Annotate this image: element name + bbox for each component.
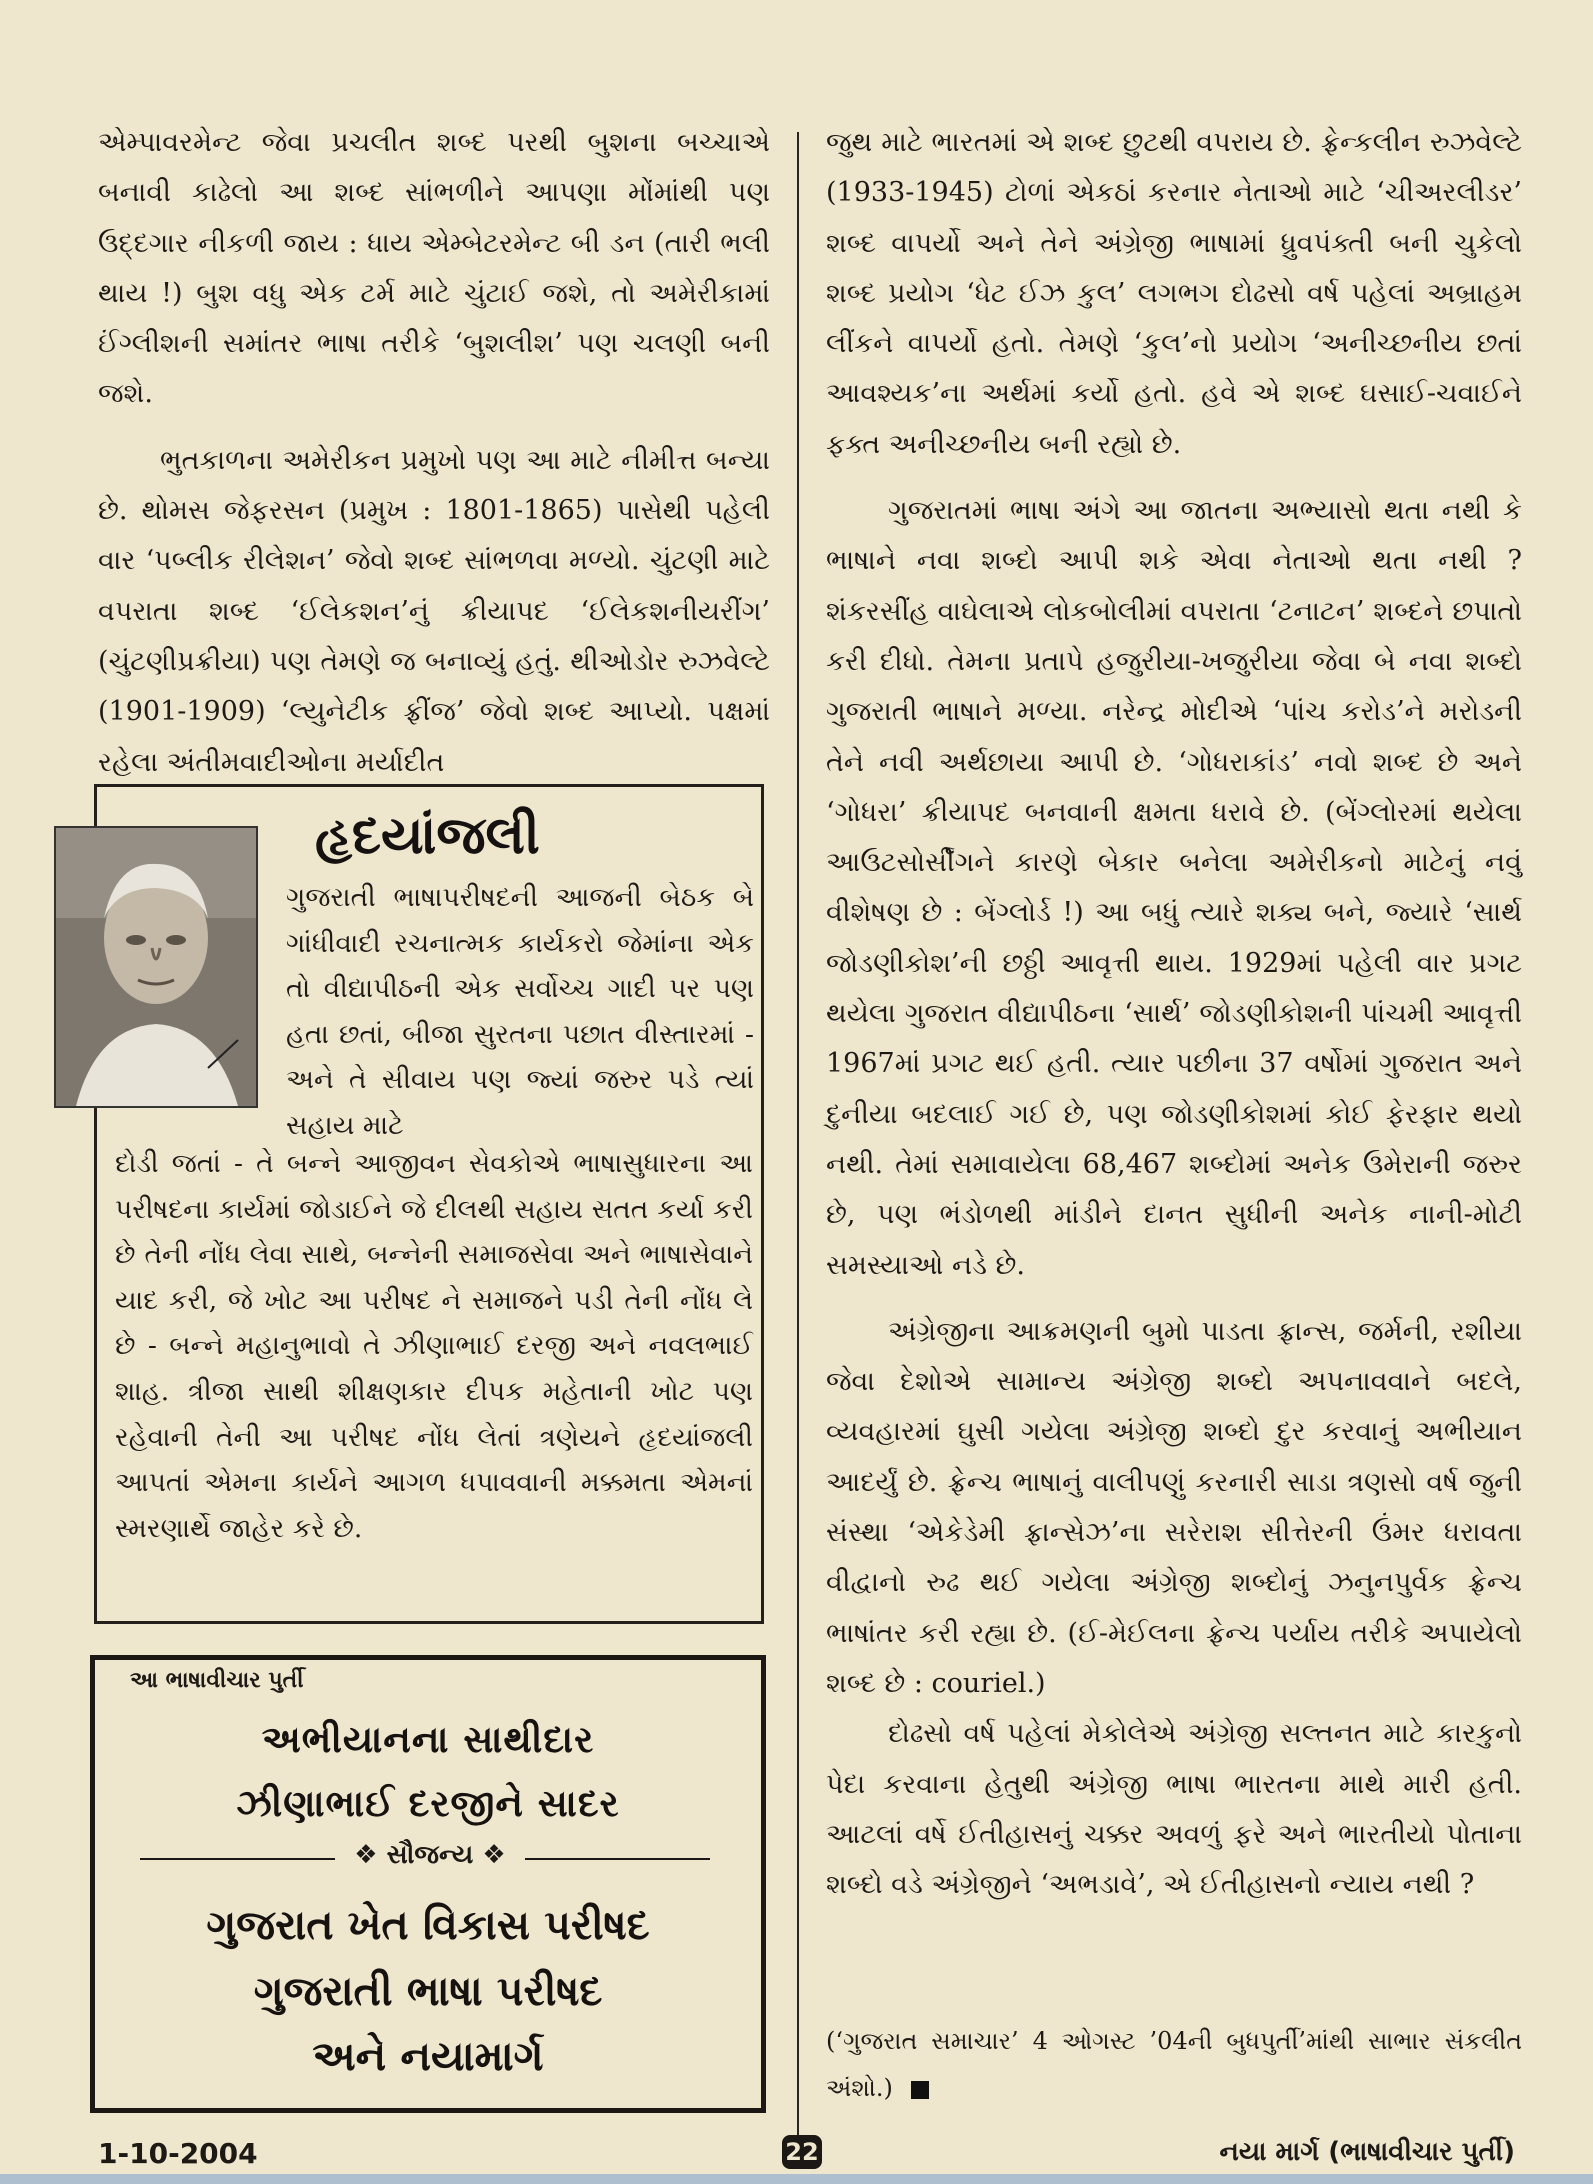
source-note-text: (‘ગુજરાત સમાચાર’ 4 ઓગસ્ટ ’04ની બુધપુર્તી’માંથી સાભાર સંકલીત અંશો.) — [826, 2027, 1522, 2102]
left-paragraph-1: એમ્પાવરમેન્ટ જેવા પ્રચલીત શબ્દ પરથી બુશના બચ્ચાએ બનાવી કાઢેલો આ શબ્દ સાંભળીને આપણા મોંમાંથી પણ ઉદ્દગાર નીકળી જાય : ધાય એમ્બેટરમેન્ટ બી ડન (તારી ભલી થાય !) બુશ વધુ એક ટર્મ માટે ચુંટાઈ જશે, તો અમેરીકામાં ઈંગ્લીશની સમાંતર ભાષા તરીકે ‘બુશલીશ’ પણ ચલણી બની જશે. — [98, 127, 770, 410]
end-mark — [911, 2081, 929, 2099]
sponsor-line-1: ગુજરાત ખેત વિકાસ પરીષદ — [206, 1901, 650, 1949]
right-paragraph-4: દોઢસો વર્ષ પહેલાં મેકોલેએ અંગ્રેજી સલ્તનત માટે કારકુનો પેદા કરવાના હેતુથી અંગ્રેજી ભાષા ભારતના માથે મારી હતી. આટલાં વર્ષે ઈતીહાસનું ચક્કર અવળું ફરે અને ભારતીયો પોતાના શબ્દો વડે અંગ્રેજીને ‘અભડાવે’, એ ઈતીહાસનો ન્યાય નથી ? — [826, 1718, 1522, 1901]
scan-edge — [0, 2174, 1593, 2184]
courtesy-label: ❖ સૌજન્ય ❖ — [354, 1840, 506, 1870]
tribute-text-beside-photo — [286, 875, 754, 1149]
portrait-image — [56, 828, 256, 1106]
tribute-title: હૃદયાંજલી — [315, 806, 540, 866]
column-divider — [797, 132, 799, 2147]
footer-publication: નયા માર્ગ (ભાષાવીચાર પુર્તી) — [1219, 2137, 1515, 2167]
left-paragraph-2: ભુતકાળના અમેરીકન પ્રમુખો પણ આ માટે નીમીત્ત બન્યા છે. થોમસ જેફરસન (પ્રમુખ : 1801-1865) પાસેથી પહેલી વાર ‘પબ્લીક રીલેશન’ જેવો શબ્દ સાંભળવા મળ્યો. ચુંટણી માટે વપરાતા શબ્દ ‘ઈલેકશન’નું ક્રીયાપદ ‘ઈલેકશનીયરીંગ’ (ચુંટણીપ્રક્રીયા) પણ તેમણે જ બનાવ્યું હતું. થીઓડોર રુઝવેલ્ટે (1901-1909) ‘લ્યુનેટીક ફ્રીંજ’ જેવો શબ્દ આપ્યો. પક્ષમાં રહેલા અંતીમવાદીઓના મર્યાદીત — [98, 444, 770, 778]
tribute-text-below-photo — [115, 1141, 753, 1551]
page-number: 22 — [782, 2135, 822, 2169]
courtesy-rule-left — [140, 1858, 335, 1860]
dedication-line-2: ઝીણાભાઈ દરજીને સાદર — [236, 1782, 620, 1825]
left-column — [98, 118, 770, 788]
dedication-line-1: અભીયાનના સાથીદાર — [261, 1718, 595, 1761]
footer-date: 1-10-2004 — [98, 2137, 258, 2170]
tribute-paragraph-top: ગુજરાતી ભાષાપરીષદની આજની બેઠક બે ગાંધીવાદી રચનાત્મક કાર્યકરો જેમાંના એક તો વીદ્યાપીઠની એક સર્વોચ્ચ ગાદી પર પણ હતા છતાં, બીજા સુરતના પછાત વીસ્તારમાં - અને તે સીવાય પણ જ્યાં જરુર પડે ત્યાં સહાય માટે — [286, 882, 754, 1141]
courtesy-rule-right — [525, 1858, 710, 1860]
right-paragraph-2: ગુજરાતમાં ભાષા અંગે આ જાતના અભ્યાસો થતા નથી કે ભાષાને નવા શબ્દો આપી શકે એવા નેતાઓ થતા નથી ? શંકરસીંહ વાઘેલાએ લોકબોલીમાં વપરાતા ‘ટનાટન’ શબ્દને છપાતો કરી દીધો. તેમના પ્રતાપે હજુરીયા-ખજુરીયા જેવા બે નવા શબ્દો ગુજરાતી ભાષાને મળ્યા. નરેન્દ્ર મોદીએ ‘પાંચ કરોડ’ને મરોડની તેને નવી અર્થછાયા આપી છે. ‘ગોધરાકાંડ’ નવો શબ્દ છે અને ‘ગોધરા’ ક્રીયાપદ બનવાની ક્ષમતા ધરાવે છે. (બેંગ્લોરમાં થયેલા આઉટસોર્સીંગને કારણે બેકાર બનેલા અમેરીકનો માટેનું નવું વીશેષણ છે : બેંગ્લોર્ડ !) આ બધું ત્યારે શક્ય બને, જ્યારે ‘સાર્થ જોડણીકોશ’ની છઠ્ઠી આવૃત્તી થાય. 1929માં પહેલી વાર પ્રગટ થયેલા ગુજરાત વીદ્યાપીઠના ‘સાર્થ’ જોડણીકોશની પાંચમી આવૃત્તી 1967માં પ્રગટ થઈ હતી. ત્યાર પછીના 37 વર્ષોમાં ગુજરાત અને દુનીયા બદલાઈ ગઈ છે, પણ જોડણીકોશમાં કોઈ ફેરફાર થયો નથી. તેમાં સમાવાયેલા 68,467 શબ્દોમાં અનેક ઉમેરાની જરુર છે, પણ ભંડોળથી માંડીને દાનત સુધીની અનેક નાની-મોટી સમસ્યાઓ નડે છે. — [826, 495, 1522, 1281]
right-paragraph-3: અંગ્રેજીના આક્રમણની બુમો પાડતા ફ્રાન્સ, જર્મની, રશીયા જેવા દેશોએ સામાન્ય અંગ્રેજી શબ્દો અપનાવવાને બદલે, વ્યવહારમાં ઘુસી ગયેલા અંગ્રેજી શબ્દો દુર કરવાનું અભીયાન આદર્યું છે. ફ્રેન્ચ ભાષાનું વાલીપણું કરનારી સાડા ત્રણસો વર્ષ જુની સંસ્થા ‘એકેડેમી ફ્રાન્સેઝ’ના સરેરાશ સીત્તેરની ઉંમર ધરાવતા વીદ્વાનો રુઢ થઈ ગયેલા અંગ્રેજી શબ્દોનું ઝનુનપુર્વક ફ્રેન્ચ ભાષાંતર કરી રહ્યા છે. (ઈ-મેઈલના ફ્રેન્ચ પર્યાય તરીકે અપાયેલો શબ્દ છે : couriel.) — [826, 1315, 1522, 1699]
right-paragraph-1: જુથ માટે ભારતમાં એ શબ્દ છુટથી વપરાય છે. ફ્રેન્કલીન રુઝવેલ્ટે (1933-1945) ટોળાં એકઠાં કરનાર નેતાઓ માટે ‘ચીઅરલીડર’ શબ્દ વાપર્યો અને તેને અંગ્રેજી ભાષામાં ધ્રુવપંક્તી બની ચુકેલો શબ્દ પ્રયોગ ‘ધેટ ઈઝ કુલ’ લગભગ દોઢસો વર્ષ પહેલાં અબ્રાહમ લીંકને વાપર્યો હતો. તેમણે ‘કુલ’નો પ્રયોગ ‘અનીચ્છનીય છતાં આવશ્યક’ના અર્થમાં કર્યો હતો. હવે એ શબ્દ ઘસાઈ-ચવાઈને ફક્ત અનીચ્છનીય બની રહ્યો છે. — [826, 127, 1522, 460]
sponsor-line-2: ગુજરાતી ભાષા પરીષદ — [253, 1967, 603, 2015]
right-column — [826, 118, 1522, 1910]
supplement-label: આ ભાષાવીચાર પુર્તી — [130, 1668, 304, 1693]
tribute-photo — [54, 826, 258, 1108]
tribute-paragraph-bottom: દોડી જતાં - તે બન્ને આજીવન સેવકોએ ભાષાસુધારના આ પરીષદના કાર્યમાં જોડાઈને જે દીલથી સહાય સતત કર્યા કરી છે તેની નોંધ લેવા સાથે, બન્નેની સમાજસેવા અને ભાષાસેવાને યાદ કરી, જે ખોટ આ પરીષદ ને સમાજને પડી તેની નોંધ લે છે - બન્ને મહાનુભાવો તે ઝીણાભાઈ દરજી અને નવલભાઈ શાહ. ત્રીજા સાથી શીક્ષણકાર દીપક મહેતાની ખોટ પણ રહેવાની તેની આ પરીષદ નોંધ લેતાં ત્રણેયને હૃદયાંજલી આપતાં એમના કાર્યને આગળ ધપાવવાની મક્કમતા એમનાં સ્મરણાર્થે જાહેર કરે છે. — [115, 1148, 753, 1544]
sponsor-line-3: અને નયામાર્ગ — [312, 2032, 544, 2080]
source-note — [826, 2018, 1522, 2112]
